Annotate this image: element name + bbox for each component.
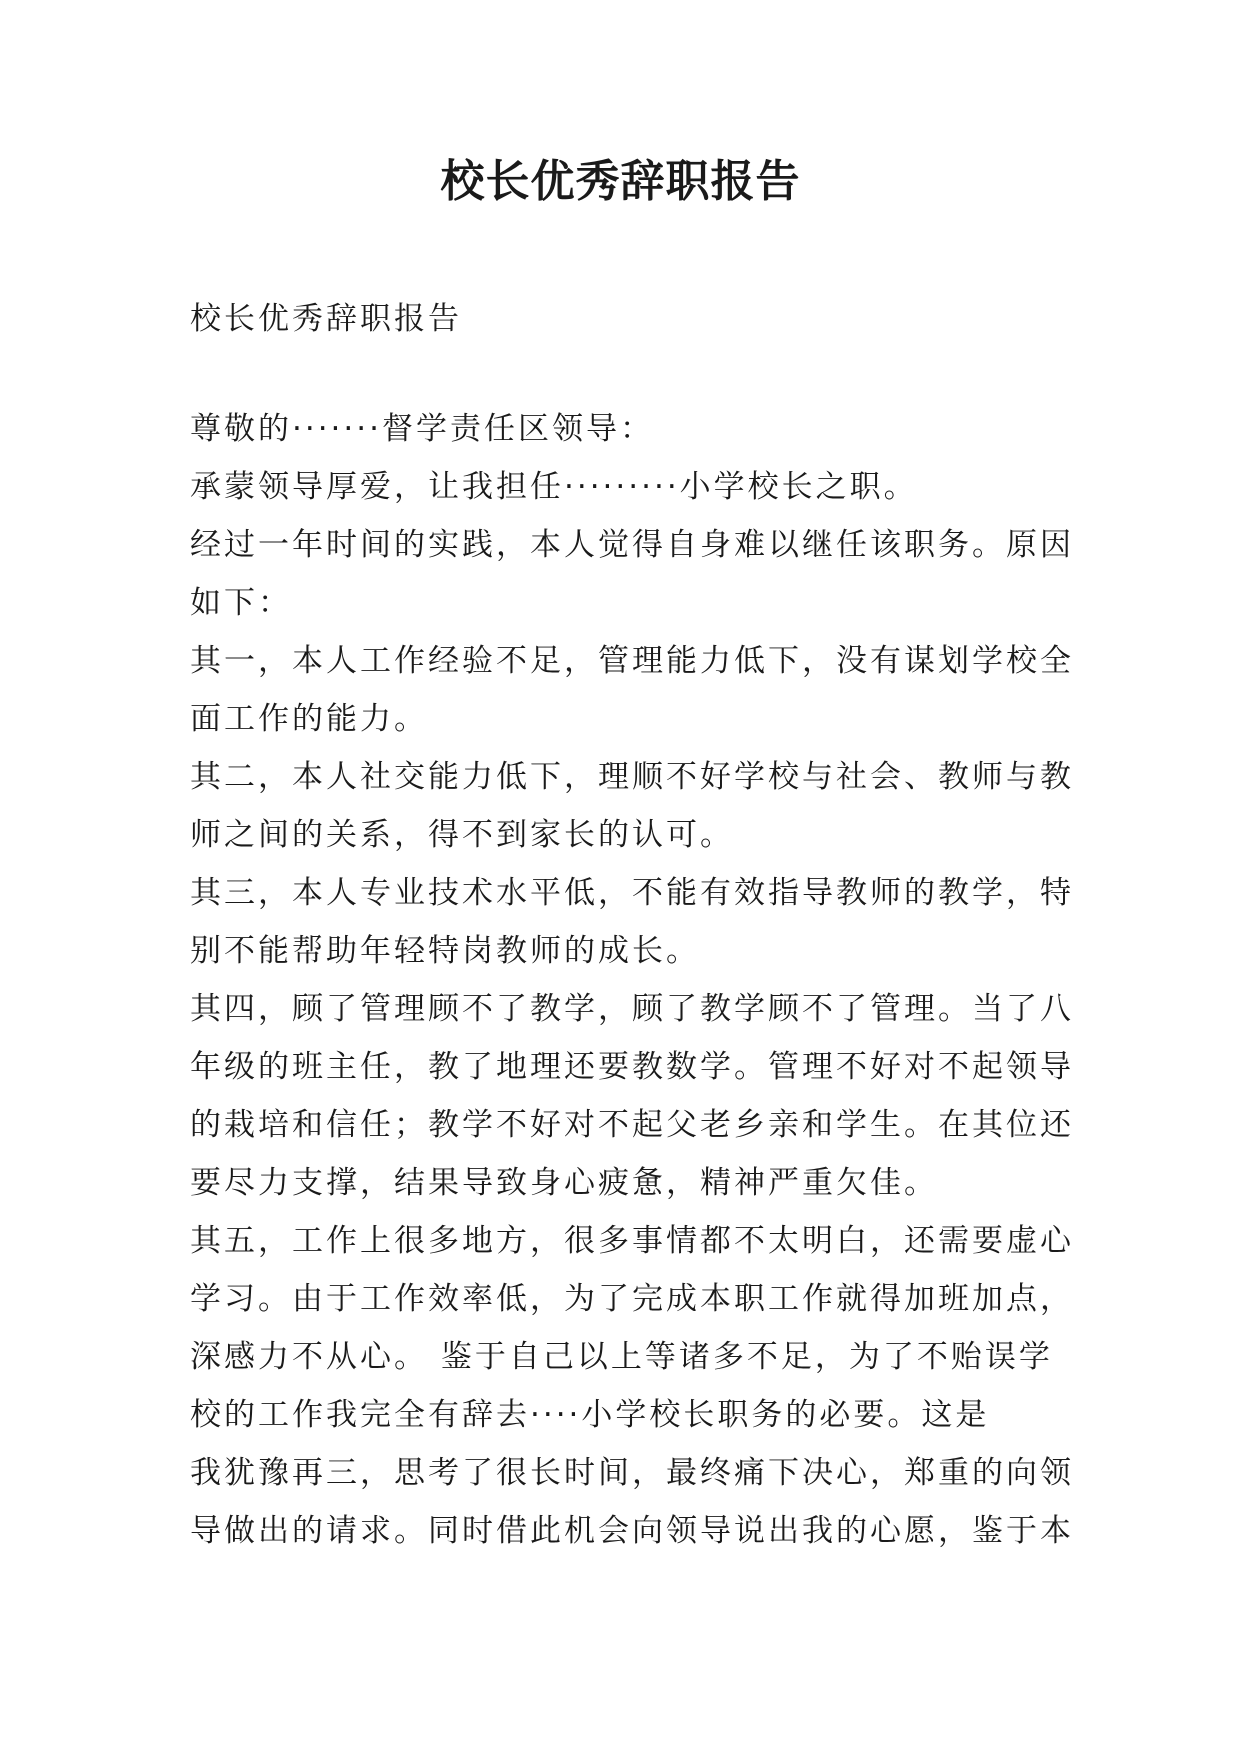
body-line: 面工作的能力。 [190, 701, 428, 737]
body-line: 经过一年时间的实践，本人觉得自身难以继任该职务。原因 [190, 527, 1074, 563]
body-line: 导做出的请求。同时借此机会向领导说出我的心愿，鉴于本 [190, 1513, 1074, 1549]
document-subtitle: 校长优秀辞职报告 [190, 301, 462, 337]
body-line: 的栽培和信任；教学不好对不起父老乡亲和学生。在其位还 [190, 1107, 1074, 1143]
body-line: 师之间的关系，得不到家长的认可。 [190, 817, 734, 853]
body-line: 尊敬的·······督学责任区领导： [190, 411, 654, 447]
body-line: 学习。由于工作效率低，为了完成本职工作就得加班加点， [190, 1281, 1074, 1317]
body-line: 其一，本人工作经验不足，管理能力低下，没有谋划学校全 [190, 643, 1074, 679]
body-line: 其三，本人专业技术水平低，不能有效指导教师的教学，特 [190, 875, 1074, 911]
body-line: 其五，工作上很多地方，很多事情都不太明白，还需要虚心 [190, 1223, 1074, 1259]
body-line: 年级的班主任，教了地理还要教数学。管理不好对不起领导 [190, 1049, 1074, 1085]
body-line: 深感力不从心。 鉴于自己以上等诸多不足，为了不贻误学 [190, 1339, 1053, 1375]
body-line: 其四，顾了管理顾不了教学，顾了教学顾不了管理。当了八 [190, 991, 1074, 1027]
body-line: 其二，本人社交能力低下，理顺不好学校与社会、教师与教 [190, 759, 1074, 795]
body-line: 如下： [190, 585, 292, 621]
body-line: 我犹豫再三，思考了很长时间，最终痛下决心，郑重的向领 [190, 1455, 1074, 1491]
document-body [190, 400, 1074, 1560]
document-title: 校长优秀辞职报告 [440, 156, 801, 207]
body-line: 别不能帮助年轻特岗教师的成长。 [190, 933, 700, 969]
body-line: 承蒙领导厚爱，让我担任·········小学校长之职。 [190, 469, 918, 505]
body-line: 校的工作我完全有辞去····小学校长职务的必要。这是 [190, 1397, 990, 1433]
body-line: 要尽力支撑，结果导致身心疲惫，精神严重欠佳。 [190, 1165, 938, 1201]
